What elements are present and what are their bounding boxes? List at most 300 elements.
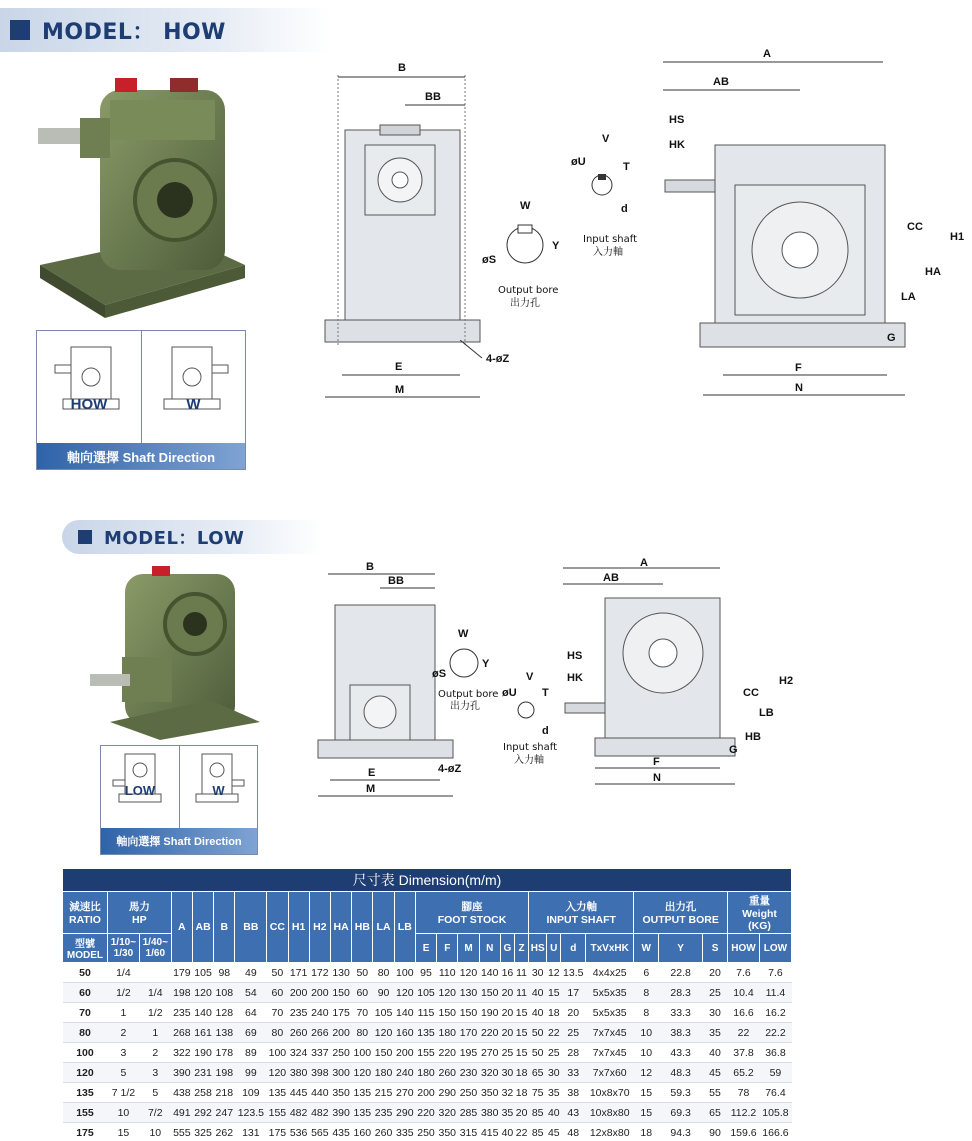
table-cell: 220	[415, 1103, 436, 1123]
input-u-label: øU	[571, 156, 586, 168]
shaft-option-w[interactable]	[180, 746, 258, 828]
table-cell: 8	[634, 983, 659, 1003]
table-cell: 131	[235, 1123, 267, 1141]
dim-a: A	[763, 48, 771, 60]
table-cell: 260	[373, 1123, 394, 1141]
col-header-a: A	[171, 892, 192, 963]
table-cell: 220	[479, 1023, 500, 1043]
low-shaft-direction-box	[100, 745, 258, 855]
table-cell: 50	[267, 963, 288, 983]
input-shaft-header: 入力軸 INPUT SHAFT	[529, 892, 634, 934]
how-4z-label-wrap	[460, 340, 530, 370]
table-cell: 95	[415, 963, 436, 983]
table-cell: 120	[267, 1063, 288, 1083]
dim-ab: AB	[713, 76, 729, 88]
table-cell: 43.3	[659, 1043, 703, 1063]
table-cell: 80	[373, 963, 394, 983]
table-cell: 445	[288, 1083, 309, 1103]
table-cell: 290	[394, 1103, 415, 1123]
table-cell: 215	[373, 1083, 394, 1103]
model-cell: 60	[63, 983, 108, 1003]
table-row	[63, 1103, 792, 1123]
table-cell: 178	[214, 1043, 235, 1063]
table-cell: 200	[330, 1023, 351, 1043]
table-cell: 10	[139, 1123, 171, 1141]
table-cell: 262	[214, 1123, 235, 1141]
col-header-bb: BB	[235, 892, 267, 963]
table-cell: 200	[288, 983, 309, 1003]
table-cell: 20	[500, 983, 514, 1003]
table-cell: 350	[479, 1083, 500, 1103]
table-cell: 170	[458, 1023, 479, 1043]
table-cell: 105	[192, 963, 213, 983]
table-cell: 75	[529, 1083, 547, 1103]
dim-f: F	[795, 362, 802, 374]
table-cell: 60	[267, 983, 288, 1003]
header-square-icon	[10, 20, 30, 40]
table-cell: 218	[214, 1083, 235, 1103]
dim-ab: AB	[603, 572, 619, 584]
table-cell: 200	[415, 1083, 436, 1103]
table-cell: 270	[479, 1043, 500, 1063]
table-cell: 30	[703, 1003, 728, 1023]
table-cell: 130	[458, 983, 479, 1003]
table-cell: 135	[352, 1083, 373, 1103]
table-cell: 1/2	[139, 1003, 171, 1023]
table-cell: 54	[235, 983, 267, 1003]
table-cell: 50	[529, 1043, 547, 1063]
table-cell: 290	[437, 1083, 458, 1103]
output-col-header: W	[634, 934, 659, 963]
table-cell: 250	[458, 1083, 479, 1103]
dim-cc: CC	[907, 221, 923, 233]
table-cell: 350	[330, 1083, 351, 1103]
table-cell: 120	[437, 983, 458, 1003]
table-row	[63, 1123, 792, 1141]
table-cell: 15	[634, 1083, 659, 1103]
dim-bb: BB	[425, 91, 441, 103]
model-cell: 70	[63, 1003, 108, 1023]
table-cell: 150	[479, 983, 500, 1003]
dim-hk: HK	[669, 139, 685, 151]
table-cell: 5x5x35	[586, 1003, 634, 1023]
table-cell: 435	[330, 1123, 351, 1141]
table-cell: 166.6	[759, 1123, 791, 1141]
table-cell: 110	[437, 963, 458, 983]
table-row	[63, 983, 792, 1003]
model-cell: 50	[63, 963, 108, 983]
table-cell: 38	[561, 1083, 586, 1103]
table-row	[63, 1043, 792, 1063]
table-cell: 55	[703, 1083, 728, 1103]
input-d-label: d	[542, 725, 549, 737]
shaft-option-how[interactable]	[37, 331, 142, 443]
bore-w-label: W	[520, 200, 531, 212]
shaft-option-label: HOW	[70, 396, 108, 413]
table-cell: 250	[415, 1123, 436, 1141]
col-header-ha: HA	[330, 892, 351, 963]
dim-n: N	[653, 772, 661, 784]
table-cell: 11	[515, 963, 529, 983]
table-cell: 48.3	[659, 1063, 703, 1083]
table-cell: 30	[500, 1063, 514, 1083]
table-cell: 536	[288, 1123, 309, 1141]
col-header-la: LA	[373, 892, 394, 963]
table-cell: 6	[634, 963, 659, 983]
table-cell: 150	[458, 1003, 479, 1023]
table-cell: 16.6	[728, 1003, 760, 1023]
dim-ha: HA	[925, 266, 941, 278]
table-cell: 15	[547, 983, 561, 1003]
table-cell: 320	[479, 1063, 500, 1083]
table-cell: 20	[703, 963, 728, 983]
dim-lb: LB	[759, 707, 774, 719]
bore-y-label: Y	[482, 658, 490, 670]
table-cell: 28	[561, 1043, 586, 1063]
table-cell: 22	[547, 1023, 561, 1043]
table-cell: 300	[330, 1063, 351, 1083]
table-cell: 25	[561, 1023, 586, 1043]
table-cell: 325	[192, 1123, 213, 1141]
table-cell: 292	[192, 1103, 213, 1123]
table-cell: 43	[561, 1103, 586, 1123]
table-cell: 190	[192, 1043, 213, 1063]
weight-col-header: LOW	[759, 934, 791, 963]
table-cell: 198	[171, 983, 192, 1003]
table-cell: 440	[309, 1083, 330, 1103]
table-cell: 65	[529, 1063, 547, 1083]
table-cell: 20	[561, 1003, 586, 1023]
weight-col-header: HOW	[728, 934, 760, 963]
table-cell: 140	[192, 1003, 213, 1023]
table-cell: 235	[171, 1003, 192, 1023]
table-cell: 98	[214, 963, 235, 983]
how-shaft-direction-box	[36, 330, 246, 470]
table-cell: 491	[171, 1103, 192, 1123]
bore-s-label: øS	[482, 254, 497, 266]
dim-m: M	[395, 384, 405, 396]
table-cell: 40	[529, 1003, 547, 1023]
model-cell: 100	[63, 1043, 108, 1063]
table-cell: 3	[139, 1063, 171, 1083]
how-product-photo	[30, 70, 260, 320]
model-header: 型號 MODEL	[63, 934, 108, 963]
foot-col-header: E	[415, 934, 436, 963]
table-cell: 1/4	[107, 963, 139, 983]
table-cell: 28.3	[659, 983, 703, 1003]
table-cell: 175	[267, 1123, 288, 1141]
table-cell: 171	[288, 963, 309, 983]
table-cell: 350	[437, 1123, 458, 1141]
col-header-h1: H1	[288, 892, 309, 963]
table-cell: 120	[373, 1023, 394, 1043]
shaft-option-label: W	[186, 396, 201, 413]
low-side-drawing	[555, 558, 800, 793]
table-cell: 35	[547, 1083, 561, 1103]
table-cell: 50	[352, 963, 373, 983]
header-square-icon	[78, 530, 92, 544]
bore-y-label: Y	[552, 240, 560, 252]
table-cell: 175	[330, 1003, 351, 1023]
table-cell: 155	[267, 1103, 288, 1123]
table-cell: 2	[107, 1023, 139, 1043]
col-header-ab: AB	[192, 892, 213, 963]
how-output-bore	[480, 195, 570, 310]
table-title: 尺寸表 Dimension(m/m)	[63, 869, 792, 892]
how-side-drawing	[655, 45, 970, 405]
shaft-option-w[interactable]	[142, 331, 246, 443]
table-cell: 10.4	[728, 983, 760, 1003]
table-cell: 105.8	[759, 1103, 791, 1123]
table-cell: 1/2	[107, 983, 139, 1003]
table-row	[63, 963, 792, 983]
table-cell: 250	[330, 1043, 351, 1063]
dim-f: F	[653, 756, 660, 768]
bore-caption-en: Output bore	[498, 285, 559, 296]
table-cell: 180	[437, 1023, 458, 1043]
table-cell: 150	[373, 1043, 394, 1063]
table-cell: 266	[309, 1023, 330, 1043]
table-cell: 16	[500, 963, 514, 983]
table-cell: 324	[288, 1043, 309, 1063]
table-cell: 16.2	[759, 1003, 791, 1023]
col-header-b: B	[214, 892, 235, 963]
dim-4z: 4-øZ	[486, 353, 510, 365]
table-cell: 5	[139, 1083, 171, 1103]
table-cell: 140	[394, 1003, 415, 1023]
table-cell: 64	[235, 1003, 267, 1023]
shaft-option-label: LOW	[124, 783, 156, 798]
output-col-header: Y	[659, 934, 703, 963]
shaft-option-label: W	[212, 783, 225, 798]
input-caption-zh: 入力軸	[593, 247, 623, 258]
col-header-h2: H2	[309, 892, 330, 963]
table-cell: 482	[309, 1103, 330, 1123]
table-cell: 380	[288, 1063, 309, 1083]
table-cell: 112.2	[728, 1103, 760, 1123]
table-cell: 69	[235, 1023, 267, 1043]
dim-b: B	[366, 561, 374, 573]
weight-header: 重量 Weight (KG)	[728, 892, 792, 934]
table-cell: 36.8	[759, 1043, 791, 1063]
w-shaft-icon	[180, 748, 258, 808]
table-cell: 138	[214, 1023, 235, 1043]
table-cell: 85	[529, 1123, 547, 1141]
shaft-option-low[interactable]	[101, 746, 180, 828]
table-cell: 100	[352, 1043, 373, 1063]
dim-4z: 4-øZ	[438, 763, 462, 775]
table-cell: 30	[529, 963, 547, 983]
table-cell: 7x7x45	[586, 1023, 634, 1043]
table-cell: 335	[394, 1123, 415, 1141]
input-caption-zh: 入力軸	[514, 755, 544, 766]
foot-col-header: N	[479, 934, 500, 963]
input-col-header: TxVxHK	[586, 934, 634, 963]
table-cell: 30	[547, 1063, 561, 1083]
table-cell: 49	[235, 963, 267, 983]
table-cell: 105	[415, 983, 436, 1003]
table-cell: 322	[171, 1043, 192, 1063]
input-col-header: d	[561, 934, 586, 963]
col-header-lb: LB	[394, 892, 415, 963]
table-cell: 22.2	[759, 1023, 791, 1043]
table-cell: 20	[515, 1103, 529, 1123]
table-cell: 65.2	[728, 1063, 760, 1083]
table-cell: 25	[547, 1043, 561, 1063]
table-cell: 40	[703, 1043, 728, 1063]
col-header-cc: CC	[267, 892, 288, 963]
input-t-label: T	[623, 161, 630, 173]
table-cell: 35	[500, 1103, 514, 1123]
dim-hk: HK	[567, 672, 583, 684]
table-cell: 25	[500, 1043, 514, 1063]
table-cell: 12	[547, 963, 561, 983]
dim-bb: BB	[388, 575, 404, 587]
input-v-label: V	[602, 133, 610, 145]
table-cell: 159.6	[728, 1123, 760, 1141]
table-cell: 40	[529, 983, 547, 1003]
input-col-header: U	[547, 934, 561, 963]
table-cell: 390	[330, 1103, 351, 1123]
how-input-shaft	[565, 130, 655, 265]
dim-hs: HS	[567, 650, 583, 662]
table-cell: 268	[171, 1023, 192, 1043]
table-cell: 50	[529, 1023, 547, 1043]
dim-e: E	[395, 361, 403, 373]
table-cell: 25	[703, 983, 728, 1003]
table-cell: 12x8x80	[586, 1123, 634, 1141]
table-cell: 99	[235, 1063, 267, 1083]
hp-header: 馬力 HP	[107, 892, 171, 934]
table-cell: 161	[192, 1023, 213, 1043]
table-cell: 18	[634, 1123, 659, 1141]
bore-caption-zh: 出力孔	[450, 701, 480, 712]
table-cell: 18	[515, 1063, 529, 1083]
table-cell: 260	[288, 1023, 309, 1043]
table-cell: 155	[415, 1043, 436, 1063]
table-cell: 40	[500, 1123, 514, 1141]
foot-col-header: M	[458, 934, 479, 963]
table-cell: 10	[107, 1103, 139, 1123]
table-cell: 105	[373, 1003, 394, 1023]
foot-col-header: G	[500, 934, 514, 963]
table-cell: 247	[214, 1103, 235, 1123]
table-cell: 69.3	[659, 1103, 703, 1123]
table-cell: 33	[561, 1063, 586, 1083]
table-cell: 59.3	[659, 1083, 703, 1103]
table-cell: 45	[703, 1063, 728, 1083]
table-cell: 270	[394, 1083, 415, 1103]
table-cell: 48	[561, 1123, 586, 1141]
shaft-direction-caption: 軸向選擇 Shaft Direction	[101, 828, 257, 854]
table-cell: 135	[415, 1023, 436, 1043]
table-cell: 260	[437, 1063, 458, 1083]
table-cell: 7.6	[728, 963, 760, 983]
table-row	[63, 1063, 792, 1083]
table-cell: 115	[415, 1003, 436, 1023]
table-cell: 20	[500, 1023, 514, 1043]
table-cell: 8	[634, 1003, 659, 1023]
table-cell: 12	[634, 1063, 659, 1083]
table-cell: 2	[139, 1043, 171, 1063]
table-cell: 59	[759, 1063, 791, 1083]
table-cell: 11	[515, 983, 529, 1003]
foot-stock-header: 腳座 FOOT STOCK	[415, 892, 528, 934]
dim-m: M	[366, 783, 376, 795]
table-cell: 390	[171, 1063, 192, 1083]
foot-col-header: F	[437, 934, 458, 963]
shaft-direction-caption: 軸向選擇 Shaft Direction	[37, 443, 245, 469]
model-how-title: MODEL： HOW	[42, 19, 226, 45]
table-cell: 200	[309, 983, 330, 1003]
table-cell: 76.4	[759, 1083, 791, 1103]
output-col-header: S	[703, 934, 728, 963]
model-how-header	[0, 8, 330, 52]
table-cell: 231	[192, 1063, 213, 1083]
table-cell: 120	[394, 983, 415, 1003]
table-cell: 200	[394, 1043, 415, 1063]
table-cell: 4x4x25	[586, 963, 634, 983]
model-low-header	[62, 520, 322, 554]
table-cell: 160	[394, 1023, 415, 1043]
table-cell: 15	[107, 1123, 139, 1141]
table-cell: 180	[373, 1063, 394, 1083]
table-cell: 398	[309, 1063, 330, 1083]
table-cell: 150	[330, 983, 351, 1003]
table-cell: 3	[107, 1043, 139, 1063]
dim-hb: HB	[745, 731, 761, 743]
table-cell: 240	[394, 1063, 415, 1083]
table-cell: 15	[515, 1043, 529, 1063]
foot-col-header: Z	[515, 934, 529, 963]
table-cell: 240	[309, 1003, 330, 1023]
table-cell: 438	[171, 1083, 192, 1103]
table-cell: 482	[288, 1103, 309, 1123]
table-cell: 195	[458, 1043, 479, 1063]
table-cell: 180	[415, 1063, 436, 1083]
model-cell: 175	[63, 1123, 108, 1141]
table-cell: 10x8x80	[586, 1103, 634, 1123]
table-cell: 235	[373, 1103, 394, 1123]
dim-g: G	[729, 744, 738, 756]
model-cell: 135	[63, 1083, 108, 1103]
input-t-label: T	[542, 687, 549, 699]
model-cell: 120	[63, 1063, 108, 1083]
bore-s-label: øS	[432, 668, 447, 680]
table-cell: 7x7x60	[586, 1063, 634, 1083]
table-cell: 10	[634, 1023, 659, 1043]
table-cell: 13.5	[561, 963, 586, 983]
table-cell: 1	[139, 1023, 171, 1043]
table-row	[63, 1003, 792, 1023]
dim-g: G	[887, 332, 896, 344]
table-cell: 135	[352, 1103, 373, 1123]
table-cell: 108	[214, 983, 235, 1003]
table-cell: 120	[458, 963, 479, 983]
col-header-hb: HB	[352, 892, 373, 963]
dimension-table	[62, 868, 792, 1141]
dim-la: LA	[901, 291, 916, 303]
dim-h1: H1	[950, 231, 965, 243]
table-cell: 337	[309, 1043, 330, 1063]
table-cell: 18	[515, 1083, 529, 1103]
table-cell: 172	[309, 963, 330, 983]
table-cell: 123.5	[235, 1103, 267, 1123]
table-cell: 90	[703, 1123, 728, 1141]
table-cell: 7.6	[759, 963, 791, 983]
input-col-header: HS	[529, 934, 547, 963]
table-cell: 70	[352, 1003, 373, 1023]
